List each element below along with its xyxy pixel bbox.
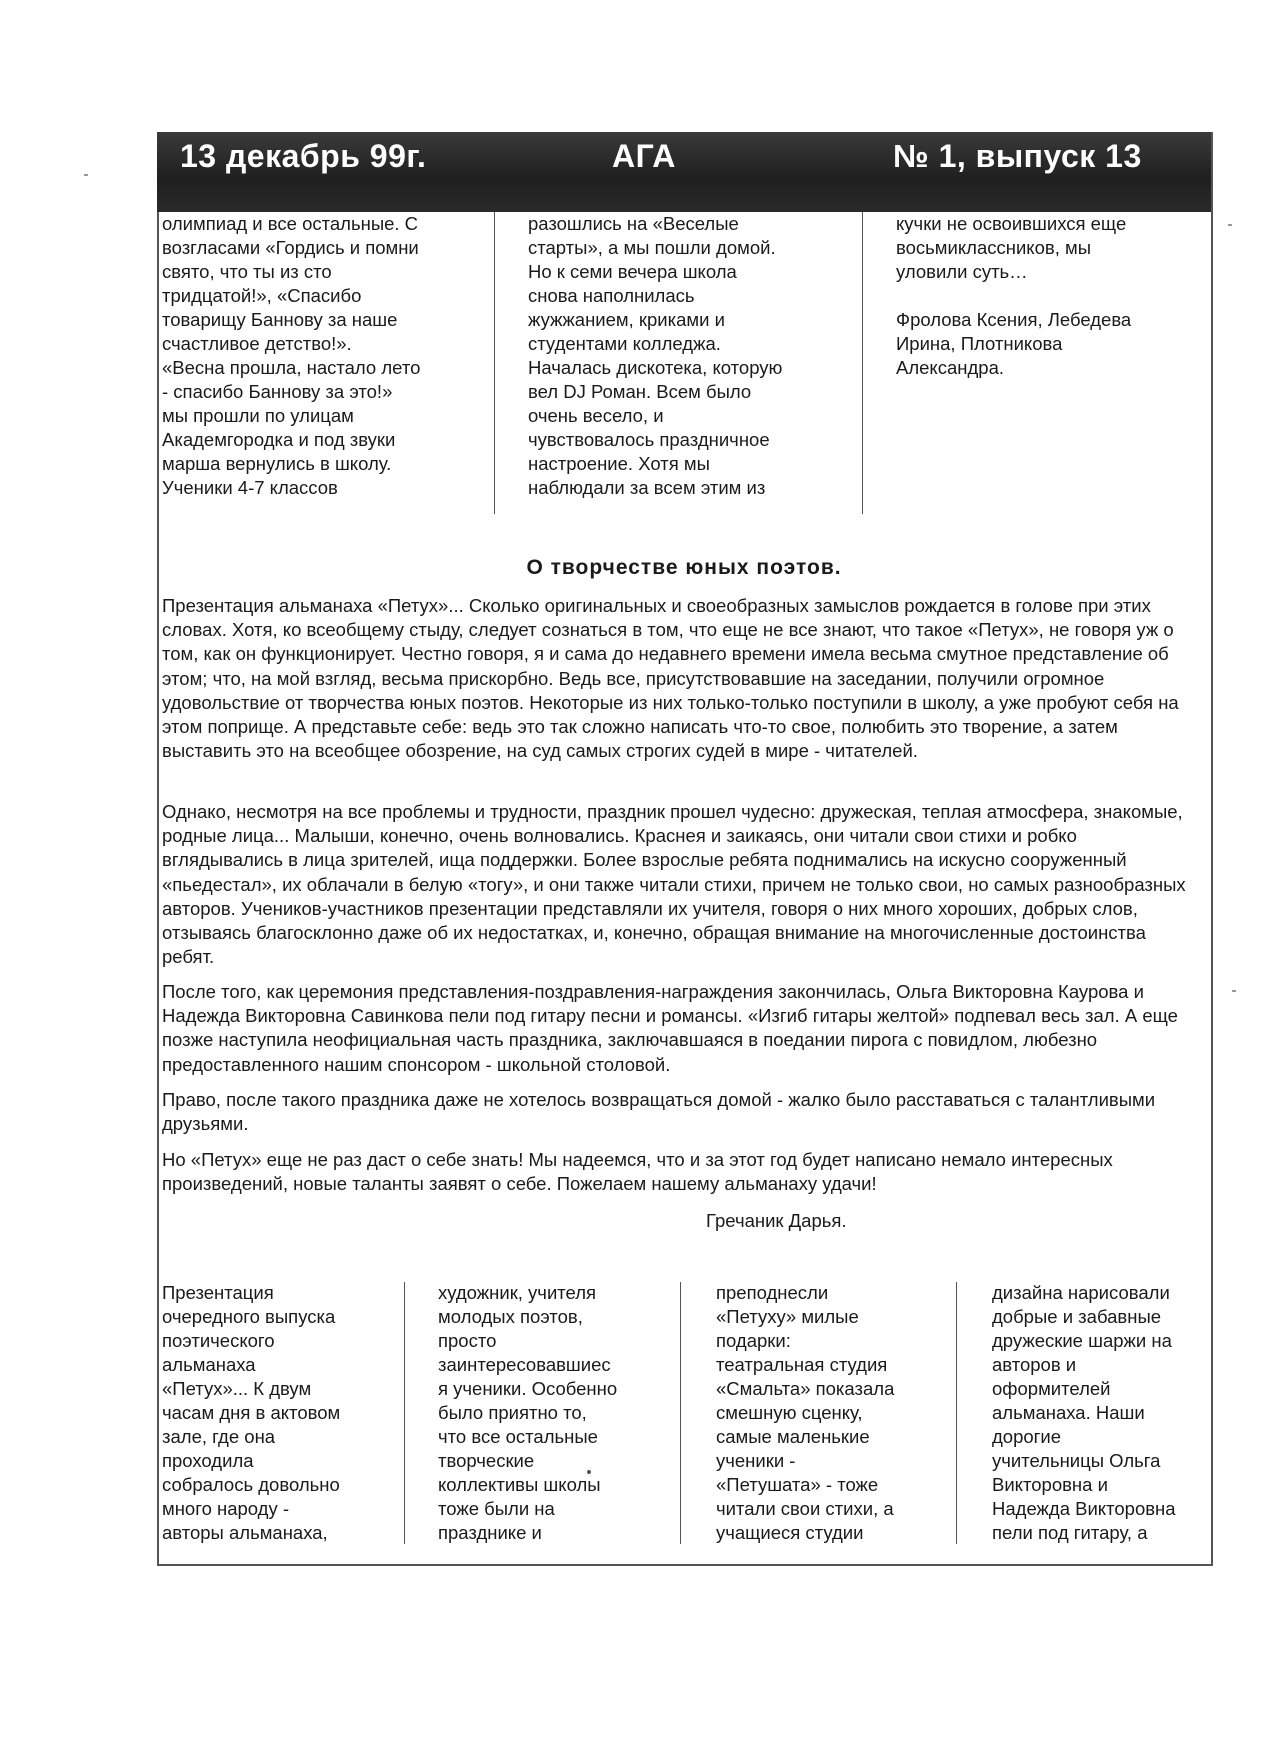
top-column-2: разошлись на «Веселые старты», а мы пошли домой. Но к семи вечера школа снова наполнилась жужжанием, криками и студентами колледжа. Началась дискотека, которую вел DJ Роман. Всем было очень весело, и чувствовалось праздничное настроение. Хотя мы наблюдали за всем этим из (528, 213, 783, 498)
scan-speck (1228, 224, 1232, 226)
article-paragraph: Однако, несмотря на все проблемы и трудности, праздник прошел чудесно: дружеская, теплая атмосфера, знакомые, родные лица... Малыши, конечно, очень волновались. Краснея и заикаясь, они читали свои стихи и робко вглядывались в лица зрителей, ища поддержки. Более взрослые ребята поднимались на искусно сооруженный «пьедестал», их облачали в белую «тогу», и они также читали стихи, причем не только свои, но самых разнообразных авторов. Учеников-участников презентации представляли их учителя, говоря о них много хороших, добрых слов, отзываясь благосклонно даже об их недостатках, и, конечно, обращая внимание на многочисленные достоинства ребят. (162, 801, 1186, 968)
scan-speck (587, 1470, 591, 1474)
issue-number: № 1, выпуск 13 (893, 138, 1142, 174)
column-divider (494, 212, 495, 514)
bottom-column-2: художник, учителя молодых поэтов, просто заинтересовавшиес я ученики. Особенно было приятно то, что все остальные творческие коллективы школы тоже были на празднике и (438, 1282, 618, 1543)
issue-date: 13 декабрь 99г. (180, 138, 427, 174)
article-paragraph: Но «Петух» еще не раз даст о себе знать! Мы надеемся, что и за этот год будет написано немало интересных произведений, новые таланты заявят о себе. Пожелаем нашему альманаху удачи! (162, 1149, 1113, 1195)
scan-speck (1232, 990, 1236, 992)
scan-speck (84, 174, 88, 176)
article-paragraph: Право, после такого праздника даже не хотелось возвращаться домой - жалко было расставаться с талантливыми друзьями. (162, 1089, 1156, 1135)
bottom-column-3: преподнесли «Петуху» милые подарки: театральная студия «Смальта» показала смешную сценку, самые маленькие ученики - «Петушата» - тоже читали свои стихи, а учащиеся студии (716, 1282, 895, 1543)
column-divider (680, 1282, 681, 1544)
article-paragraph: После того, как церемония представления-поздравления-награждения закончилась, Ольга Викторовна Каурова и Надежда Викторовна Савинкова пели под гитару песни и романсы. «Изгиб гитары желтой» подпевал весь зал. А еще позже наступила неофициальная часть праздника, заключавшаяся в поедании пирога с повидлом, любезно предоставленного нашим спонсором - школьной столовой. (162, 981, 1178, 1075)
article-paragraph: Презентация альманаха «Петух»... Сколько оригинальных и своеобразных замыслов рождается в голове при этих словах. Хотя, ко всеобщему стыду, следует сознаться в том, что еще не все знают, что такое «Петух», не говоря уж о том, как он функционирует. Честно говоря, я и сама до недавнего времени имела весьма смутное представление об этом; что, на мой взгляд, весьма прискорбно. Ведь все, присутствовавшие на заседании, получили огромное удовольствие от творчества юных поэтов. Некоторые из них только-только поступили в школу, а уже пробуют себя на этом поприще. А представьте себе: ведь это так сложно написать что-то свое, полюбить это творение, а затем выставить это на всеобщее обозрение, на суд самых строгих судей в мире - читателей. (162, 595, 1179, 762)
top-column-3: кучки не освоившихся еще восьмиклассников, мы уловили суть… Фролова Ксения, Лебедева Ирина, Плотникова Александра. (896, 213, 1132, 378)
column-divider (404, 1282, 405, 1544)
article-author: Гречаник Дарья. (706, 1210, 847, 1231)
bottom-column-1: Презентация очередного выпуска поэтического альманаха «Петух»... К двум часам дня в актовом зале, где она проходила собралось довольно много народу - авторы альманаха, (162, 1282, 341, 1543)
bottom-column-4: дизайна нарисовали добрые и забавные дружеские шаржи на авторов и оформителей альманаха. Наши дорогие учительницы Ольга Викторовна и Надежда Викторовна пели под гитару, а (992, 1282, 1176, 1543)
top-column-1: олимпиад и все остальные. С возгласами «Гордись и помни свято, что ты из сто тридцатой!», «Спасибо товарищу Баннову за наше счастливое детство!». «Весна прошла, настало лето - спасибо Баннову за это!» мы прошли по улицам Академгородка и под звуки марша вернулись в школу. Ученики 4-7 классов (162, 213, 421, 498)
column-divider (956, 1282, 957, 1544)
newspaper-title: АГА (612, 138, 676, 174)
column-divider (862, 212, 863, 514)
article-title: О творчестве юных поэтов. (526, 556, 842, 579)
